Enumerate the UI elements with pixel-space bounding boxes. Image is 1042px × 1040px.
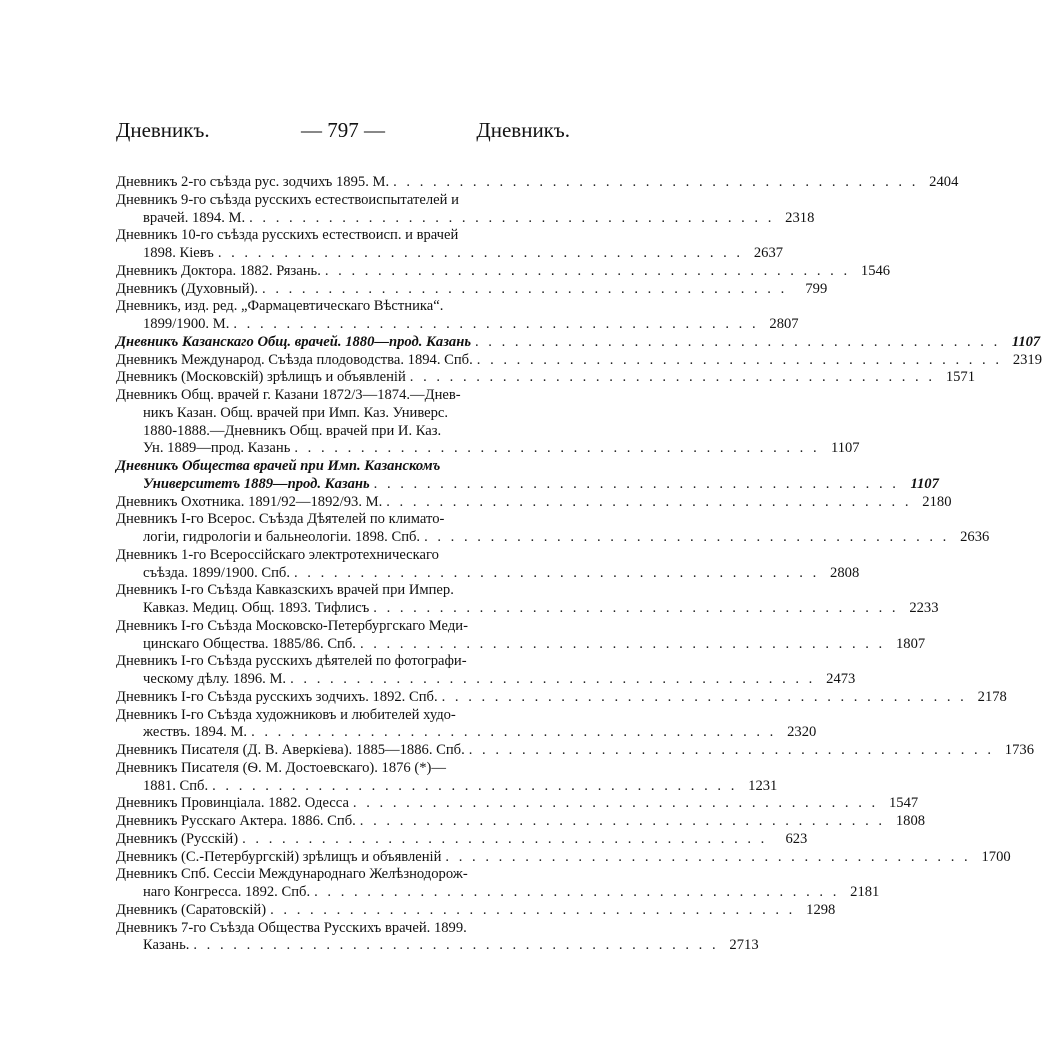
entry-page-number: 1107 (910, 475, 939, 492)
index-entry (116, 706, 817, 743)
entry-page-number: 2404 (929, 174, 959, 190)
entry-text: Дневникъ I-го Съѣзда Кавказскихъ врачей при Импер. (116, 582, 454, 599)
entry-line (116, 493, 952, 512)
entry-line (116, 777, 778, 796)
entry-text: Дневникъ Доктора. 1882. Рязань. (116, 262, 321, 279)
entry-page-number: 2319 (1012, 351, 1042, 368)
entry-line (116, 227, 570, 245)
index-entry (116, 866, 880, 902)
entry-text: Кавказ. Медиц. Общ. 1893. Тифлисъ (143, 600, 370, 616)
entry-page-number: 2637 (753, 245, 784, 261)
dot-leader: . . . . . . . . . . . . . . . . . . . . . . . . . . . . . . . . . . . . . . . . (324, 262, 851, 279)
entry-page-number: 2713 (729, 937, 759, 954)
entry-page-number: 2473 (826, 671, 856, 687)
index-entry (116, 493, 952, 512)
entry-line (116, 813, 926, 831)
entry-text: Дневникъ Русскаго Актера. 1886. Спб. (116, 813, 356, 829)
entry-text: Дневникъ Общ. врачей г. Казани 1872/3—1874.—Днев- (116, 387, 461, 403)
entry-page-number: 1807 (896, 635, 926, 652)
entry-page-number: 2318 (785, 209, 815, 226)
dot-leader: . . . . . . . . . . . . . . . . . . . . . . . . . . . . . . . . . . . . . . . . (409, 369, 935, 386)
entry-line (116, 901, 836, 920)
entry-line (116, 333, 1041, 352)
entry-text: Дневникъ (Саратовскiй) (116, 901, 267, 918)
dot-leader: . . . . . . . . . . . . . . . . . . . . . . . . . . . . . . . . . . . . . . . . (249, 209, 775, 226)
dot-leader: . . . . . . . . . . . . . . . . . . . . . . . . . . . . . . . . . . . . . . . . (262, 280, 788, 297)
index-entry (116, 617, 926, 654)
entry-text: 1880-1888.—Дневникъ Общ. врачей при И. Каз. (143, 422, 442, 439)
entry-text: Дневникъ 9-го съѣзда русскихъ естествоиспытателей и (116, 191, 459, 208)
entry-text: Дневникъ I-го Всерос. Съѣзда Дѣятелей по климато- (116, 511, 445, 528)
entry-page-number: 1571 (945, 369, 975, 386)
entry-line (116, 724, 817, 742)
index-entry (116, 653, 856, 689)
dot-leader: . . . . . . . . . . . . . . . . . . . . . . . . . . . . . . . . . . . . . . . . (294, 564, 820, 581)
entry-line (116, 848, 1011, 867)
entry-line (116, 387, 570, 405)
entry-text: Казань. (143, 937, 190, 954)
entry-line (116, 830, 808, 849)
entry-line (116, 671, 856, 689)
entry-text: наго Конгресса. 1892. Спб. (143, 884, 311, 900)
dot-leader: . . . . . . . . . . . . . . . . . . . . . . . . . . . . . . . . . . . . . . . . (386, 493, 912, 510)
entry-page-number: 2807 (769, 316, 799, 332)
index-entry (116, 351, 1042, 370)
entry-line (116, 405, 570, 423)
entry-line (116, 475, 939, 494)
entry-line (116, 795, 919, 813)
entry-text: Дневникъ Провинцiала. 1882. Одесса (116, 795, 349, 812)
index-entry (116, 742, 1034, 760)
dot-leader: . . . . . . . . . . . . . . . . . . . . . . . . . . . . . . . . . . . . . . . . (441, 688, 967, 705)
entry-text: Дневникъ 10-го съѣзда русскихъ естествоисп. и врачей (116, 227, 459, 244)
dot-leader: . . . . . . . . . . . . . . . . . . . . . . . . . . . . . . . . . . . . . . . . (475, 333, 1001, 350)
entry-page-number: 2320 (787, 724, 817, 741)
entry-text: Дневникъ (Московскiй) зрѣлищъ и объявленiй (116, 369, 406, 386)
entry-line (116, 564, 860, 583)
index-entry (116, 458, 939, 494)
entry-text: Дневникъ 1-го Всероссiйскаго электротехническаго (116, 546, 439, 563)
entry-line (116, 262, 891, 281)
dot-leader: . . . . . . . . . . . . . . . . . . . . . . . . . . . . . . . . . . . . . . . . (424, 529, 950, 545)
entry-page-number: 1231 (748, 777, 778, 794)
entry-page-number: 1808 (895, 813, 926, 829)
entry-text: Дневникъ Казанскаго Общ. врачей. 1880—прод. Казань (116, 333, 471, 350)
index-entry (116, 387, 860, 458)
dot-leader: . . . . . . . . . . . . . . . . . . . . . . . . . . . . . . . . . . . . . . . . (445, 848, 971, 865)
entry-line (116, 174, 959, 192)
index-entry (116, 369, 975, 387)
entry-line (116, 280, 828, 299)
entry-page-number: 2181 (850, 884, 880, 900)
entry-text: Дневникъ 7-го Съѣзда Общества Русскихъ врачей. 1899. (116, 919, 467, 936)
dot-leader: . . . . . . . . . . . . . . . . . . . . . . . . . . . . . . . . . . . . . . . . (242, 830, 768, 847)
index-entry (116, 546, 860, 583)
entry-text: Дневникъ Международ. Съѣзда плодоводства. 1894. Спб. (116, 351, 473, 368)
index-entry (116, 830, 808, 849)
entry-page-number: 2233 (909, 600, 939, 616)
dot-leader: . . . . . . . . . . . . . . . . . . . . . . . . . . . . . . . . . . . . . . . . (359, 635, 886, 652)
entry-line (116, 440, 860, 458)
dot-leader: . . . . . . . . . . . . . . . . . . . . . . . . . . . . . . . . . . . . . . . . (359, 813, 886, 829)
index-entry (116, 262, 891, 281)
entry-line (116, 209, 815, 228)
index-entry (116, 813, 926, 831)
dot-leader: . . . . . . . . . . . . . . . . . . . . . . . . . . . . . . . . . . . . . . . . (193, 937, 719, 954)
index-entry (116, 511, 990, 547)
index-entry (116, 688, 1007, 707)
entry-page-number: 2636 (960, 529, 990, 545)
dot-leader: . . . . . . . . . . . . . . . . . . . . . . . . . . . . . . . . . . . . . . . . (212, 777, 738, 794)
index-entry (116, 298, 799, 334)
dot-leader: . . . . . . . . . . . . . . . . . . . . . . . . . . . . . . . . . . . . . . . . (314, 884, 840, 900)
entry-text: Дневникъ (Духовный). (116, 280, 259, 297)
entry-text: Дневникъ I-го Съѣзда русскихъ зодчихъ. 1892. Спб. (116, 688, 438, 705)
entry-page-number: 623 (785, 830, 808, 847)
entry-line (116, 653, 570, 671)
dot-leader: . . . . . . . . . . . . . . . . . . . . . . . . . . . . . . . . . . . . . . . . (352, 795, 879, 812)
index-entries (116, 174, 1042, 955)
entry-text: 1899/1900. М. (143, 316, 230, 332)
entry-line (116, 423, 570, 441)
entry-page-number: 1546 (860, 262, 891, 279)
index-entry (116, 582, 939, 618)
entry-text: Дневникъ (С.-Петербургскiй) зрѣлищъ и объявленiй (116, 848, 442, 865)
index-entry (116, 227, 784, 263)
index-entry (116, 795, 919, 813)
header-right: Дневникъ. (476, 118, 570, 142)
entry-text: никъ Казан. Общ. врачей при Имп. Каз. Универс. (143, 404, 449, 421)
entry-line (116, 688, 1007, 707)
entry-line (116, 351, 1042, 370)
index-entry (116, 759, 778, 796)
entry-text: Университетъ 1889—прод. Казань (143, 475, 370, 492)
entry-page-number: 799 (805, 280, 828, 297)
entry-page-number: 1736 (1004, 742, 1034, 758)
entry-line (116, 582, 570, 600)
entry-text: съѣзда. 1899/1900. Спб. (143, 564, 290, 581)
entry-text: Дневникъ 2-го съѣзда рус. зодчихъ 1895. М. (116, 174, 390, 190)
entry-line (116, 760, 570, 778)
entry-line (116, 635, 926, 654)
dot-leader: . . . . . . . . . . . . . . . . . . . . . . . . . . . . . . . . . . . . . . . . (476, 351, 1002, 368)
dot-leader: . . . . . . . . . . . . . . . . . . . . . . . . . . . . . . . . . . . . . . . . (373, 600, 899, 616)
dot-leader: . . . . . . . . . . . . . . . . . . . . . . . . . . . . . . . . . . . . . . . . (373, 475, 899, 492)
entry-text: Дневникъ (Русскiй) (116, 830, 239, 847)
entry-text: 1881. Спб. (143, 777, 209, 794)
dot-leader: . . . . . . . . . . . . . . . . . . . . . . . . . . . . . . . . . . . . . . . . (290, 671, 816, 687)
index-entry (116, 174, 959, 192)
dot-leader: . . . . . . . . . . . . . . . . . . . . . . . . . . . . . . . . . . . . . . . . (393, 174, 919, 190)
dot-leader: . . . . . . . . . . . . . . . . . . . . . . . . . . . . . . . . . . . . . . . . (217, 245, 744, 261)
entry-line (116, 707, 570, 725)
entry-page-number: 1298 (806, 901, 836, 918)
index-entry (116, 919, 759, 956)
entry-line (116, 529, 990, 547)
dot-leader: . . . . . . . . . . . . . . . . . . . . . . . . . . . . . . . . . . . . . . . . (233, 316, 759, 332)
entry-page-number: 1107 (830, 440, 860, 457)
index-entry (116, 333, 1041, 352)
entry-text: логiи, гидрологiи и бальнеологiи. 1898. Спб. (143, 529, 421, 545)
entry-text: Дневникъ Писателя (Д. В. Аверкiева). 1885—1886. Спб. (116, 742, 465, 758)
entry-text: врачей. 1894. М. (143, 209, 246, 226)
index-entry (116, 901, 836, 920)
entry-line (116, 245, 784, 263)
entry-text: 1898. Кiевъ (143, 245, 214, 261)
entry-text: Дневникъ Писателя (Ѳ. М. Достоевскаго). 1876 (*)— (116, 759, 446, 776)
entry-line (116, 316, 799, 334)
page-number: — 797 — (301, 118, 385, 142)
entry-page-number: 1547 (888, 795, 919, 812)
entry-text: Дневникъ I-го Съѣзда художниковъ и любителей худо- (116, 706, 456, 723)
entry-text: Дневникъ Общества врачей при Имп. Казанскомъ (116, 458, 441, 474)
entry-text: Ун. 1889—прод. Казань (143, 440, 291, 457)
entry-text: Дневникъ Охотника. 1891/92—1892/93. М. (116, 493, 383, 510)
dot-leader: . . . . . . . . . . . . . . . . . . . . . . . . . . . . . . . . . . . . . . . . (468, 742, 994, 758)
index-entry (116, 848, 1011, 867)
entry-line (116, 511, 570, 529)
entry-page-number: 2178 (977, 688, 1007, 705)
entry-line (116, 458, 570, 476)
dot-leader: . . . . . . . . . . . . . . . . . . . . . . . . . . . . . . . . . . . . . . . . (270, 901, 796, 918)
entry-text: жествъ. 1894. М. (143, 724, 248, 741)
index-entry (116, 191, 815, 228)
entry-line (116, 920, 570, 938)
entry-line (116, 298, 570, 316)
entry-line (116, 866, 570, 884)
entry-text: цинскаго Общества. 1885/86. Спб. (143, 635, 356, 652)
dot-leader: . . . . . . . . . . . . . . . . . . . . . . . . . . . . . . . . . . . . . . . . (294, 440, 820, 457)
entry-line (116, 600, 939, 618)
entry-page-number: 2808 (830, 564, 860, 581)
entry-text: Дневникъ I-го Съѣзда русскихъ дѣятелей по фотографи- (116, 653, 467, 670)
entry-text: ческому дѣлу. 1896. М. (143, 671, 287, 687)
running-header (116, 118, 570, 148)
entry-line (116, 884, 880, 902)
dot-leader: . . . . . . . . . . . . . . . . . . . . . . . . . . . . . . . . . . . . . . . . (251, 724, 777, 741)
entry-line (116, 547, 570, 565)
entry-line (116, 618, 570, 636)
entry-page-number: 1700 (981, 848, 1011, 865)
entry-text: Дневникъ I-го Съѣзда Московско-Петербургскаго Меди- (116, 617, 468, 634)
entry-page-number: 2180 (922, 493, 952, 510)
entry-text: Дневникъ, изд. ред. „Фармацевтическаго Вѣстника“. (116, 298, 444, 315)
entry-page-number: 1107 (1011, 333, 1041, 350)
entry-line (116, 937, 759, 955)
entry-line (116, 192, 570, 210)
entry-line (116, 369, 975, 387)
entry-line (116, 742, 1034, 760)
entry-text: Дневникъ Спб. Сессiи Международнаго Желѣзнодорож- (116, 866, 468, 883)
index-entry (116, 280, 828, 299)
header-left: Дневникъ. (116, 118, 210, 142)
